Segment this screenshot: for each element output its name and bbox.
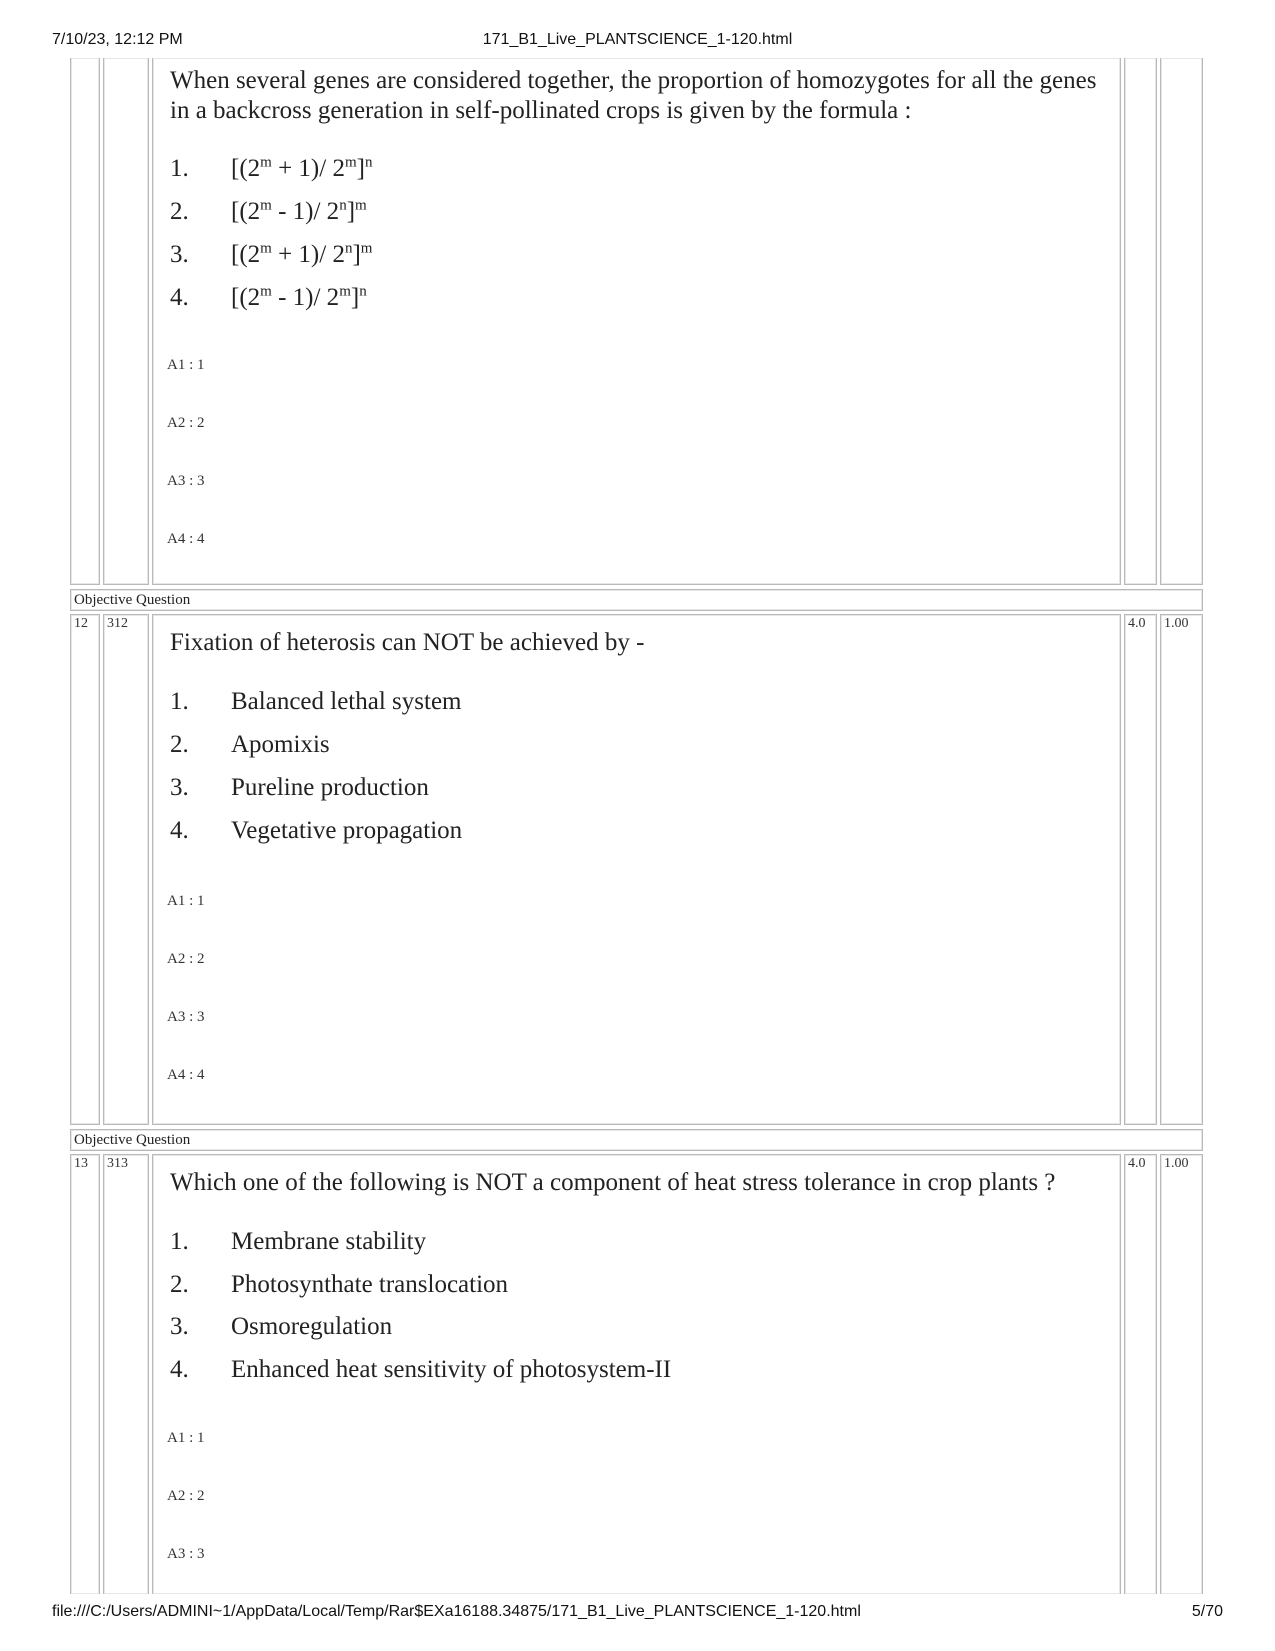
marks-value: 4.0 (1128, 1156, 1146, 1171)
option-number: 1. (170, 1228, 189, 1255)
option-formula: [$(2^m + 1)/$ 2$^m$]$^n$ (231, 154, 373, 182)
marks-cell (1124, 614, 1157, 1125)
option-number: 1. (170, 688, 189, 715)
sno-cell (70, 1154, 100, 1594)
option-text: Vegetative propagation (231, 817, 463, 844)
answer-key: A4 : 4 (167, 1067, 205, 1083)
answer-key: A3 : 3 (167, 1546, 205, 1562)
qid-cell (103, 58, 149, 585)
option-1 (170, 155, 570, 187)
marks-cell (1124, 58, 1157, 585)
option-formula: [$(2^m + 1)/$ 2$^n$]$^m$ (231, 240, 373, 268)
option-3 (170, 241, 570, 273)
answer-key: A1 : 1 (167, 1430, 205, 1446)
answer-key: A2 : 2 (167, 415, 205, 431)
print-datetime: 7/10/23, 12:12 PM (52, 31, 183, 48)
option-2 (170, 731, 870, 763)
negative-marks-value: 1.00 (1164, 616, 1189, 631)
option-2 (170, 1271, 970, 1303)
question-id: 312 (107, 616, 128, 631)
negative-marks-value: 1.00 (1164, 1156, 1189, 1171)
option-text: Apomixis (231, 731, 330, 758)
option-3 (170, 774, 870, 806)
serial-number: 12 (74, 616, 88, 631)
answer-key: A2 : 2 (167, 951, 205, 967)
option-text: Photosynthate translocation (231, 1271, 509, 1298)
option-text: Enhanced heat sensitivity of photosystem-II (231, 1356, 672, 1383)
qid-cell (103, 1154, 149, 1594)
question-type-label: Objective Question (70, 589, 1203, 611)
negative-cell (1160, 58, 1203, 585)
option-number: 2. (170, 198, 189, 225)
answer-key: A3 : 3 (167, 473, 205, 489)
option-number: 3. (170, 1313, 189, 1340)
question-text: Fixation of heterosis can NOT be achieved by - (170, 629, 645, 656)
option-text: Osmoregulation (231, 1313, 393, 1340)
question-id: 313 (107, 1156, 128, 1171)
answer-key: A1 : 1 (167, 893, 205, 909)
print-file-title: 171_B1_Live_PLANTSCIENCE_1-120.html (482, 31, 793, 48)
option-number: 2. (170, 731, 189, 758)
option-number: 3. (170, 774, 189, 801)
marks-value: 4.0 (1128, 616, 1146, 631)
option-text: Pureline production (231, 774, 429, 801)
print-page-number: 5/70 (1191, 1603, 1223, 1620)
option-3 (170, 1313, 970, 1345)
option-number: 3. (170, 241, 189, 268)
serial-number: 13 (74, 1156, 88, 1171)
option-1 (170, 1228, 970, 1260)
option-4 (170, 284, 570, 316)
print-file-path: file:///C:/Users/ADMINI~1/AppData/Local/Temp/Rar$EXa16188.34875/171_B1_Live_PLANTSCIENCE_1-120.html (52, 1603, 861, 1620)
question-cell (152, 58, 1121, 585)
option-number: 4. (170, 817, 189, 844)
question-type-label: Objective Question (70, 1129, 1203, 1151)
option-text: Membrane stability (231, 1228, 427, 1255)
negative-cell (1160, 1154, 1203, 1594)
negative-cell (1160, 614, 1203, 1125)
question-text: When several genes are considered together, the proportion of homozygotes for all the genes in a backcross generation in self-pollinated crops is given by the formula : (170, 67, 1097, 124)
sno-cell (70, 614, 100, 1125)
option-number: 2. (170, 1271, 189, 1298)
option-2 (170, 198, 570, 230)
option-text: Balanced lethal system (231, 688, 462, 715)
option-number: 4. (170, 1356, 189, 1383)
answer-key: A3 : 3 (167, 1009, 205, 1025)
answer-key: A1 : 1 (167, 357, 205, 373)
option-1 (170, 688, 870, 720)
option-4 (170, 817, 870, 849)
sno-cell (70, 58, 100, 585)
answer-key: A4 : 4 (167, 531, 205, 547)
option-formula: [(2$^m$ - 1)/ 2$^m$]$^n$ (231, 283, 367, 311)
question-text: Which one of the following is NOT a component of heat stress tolerance in crop plants ? (170, 1169, 1056, 1196)
option-number: 1. (170, 155, 189, 182)
qid-cell (103, 614, 149, 1125)
option-4 (170, 1356, 970, 1388)
marks-cell (1124, 1154, 1157, 1594)
answer-key: A2 : 2 (167, 1488, 205, 1504)
option-number: 4. (170, 284, 189, 311)
option-formula: [(2$^m$ - 1)/ 2$^n$]$^m$ (231, 197, 367, 225)
